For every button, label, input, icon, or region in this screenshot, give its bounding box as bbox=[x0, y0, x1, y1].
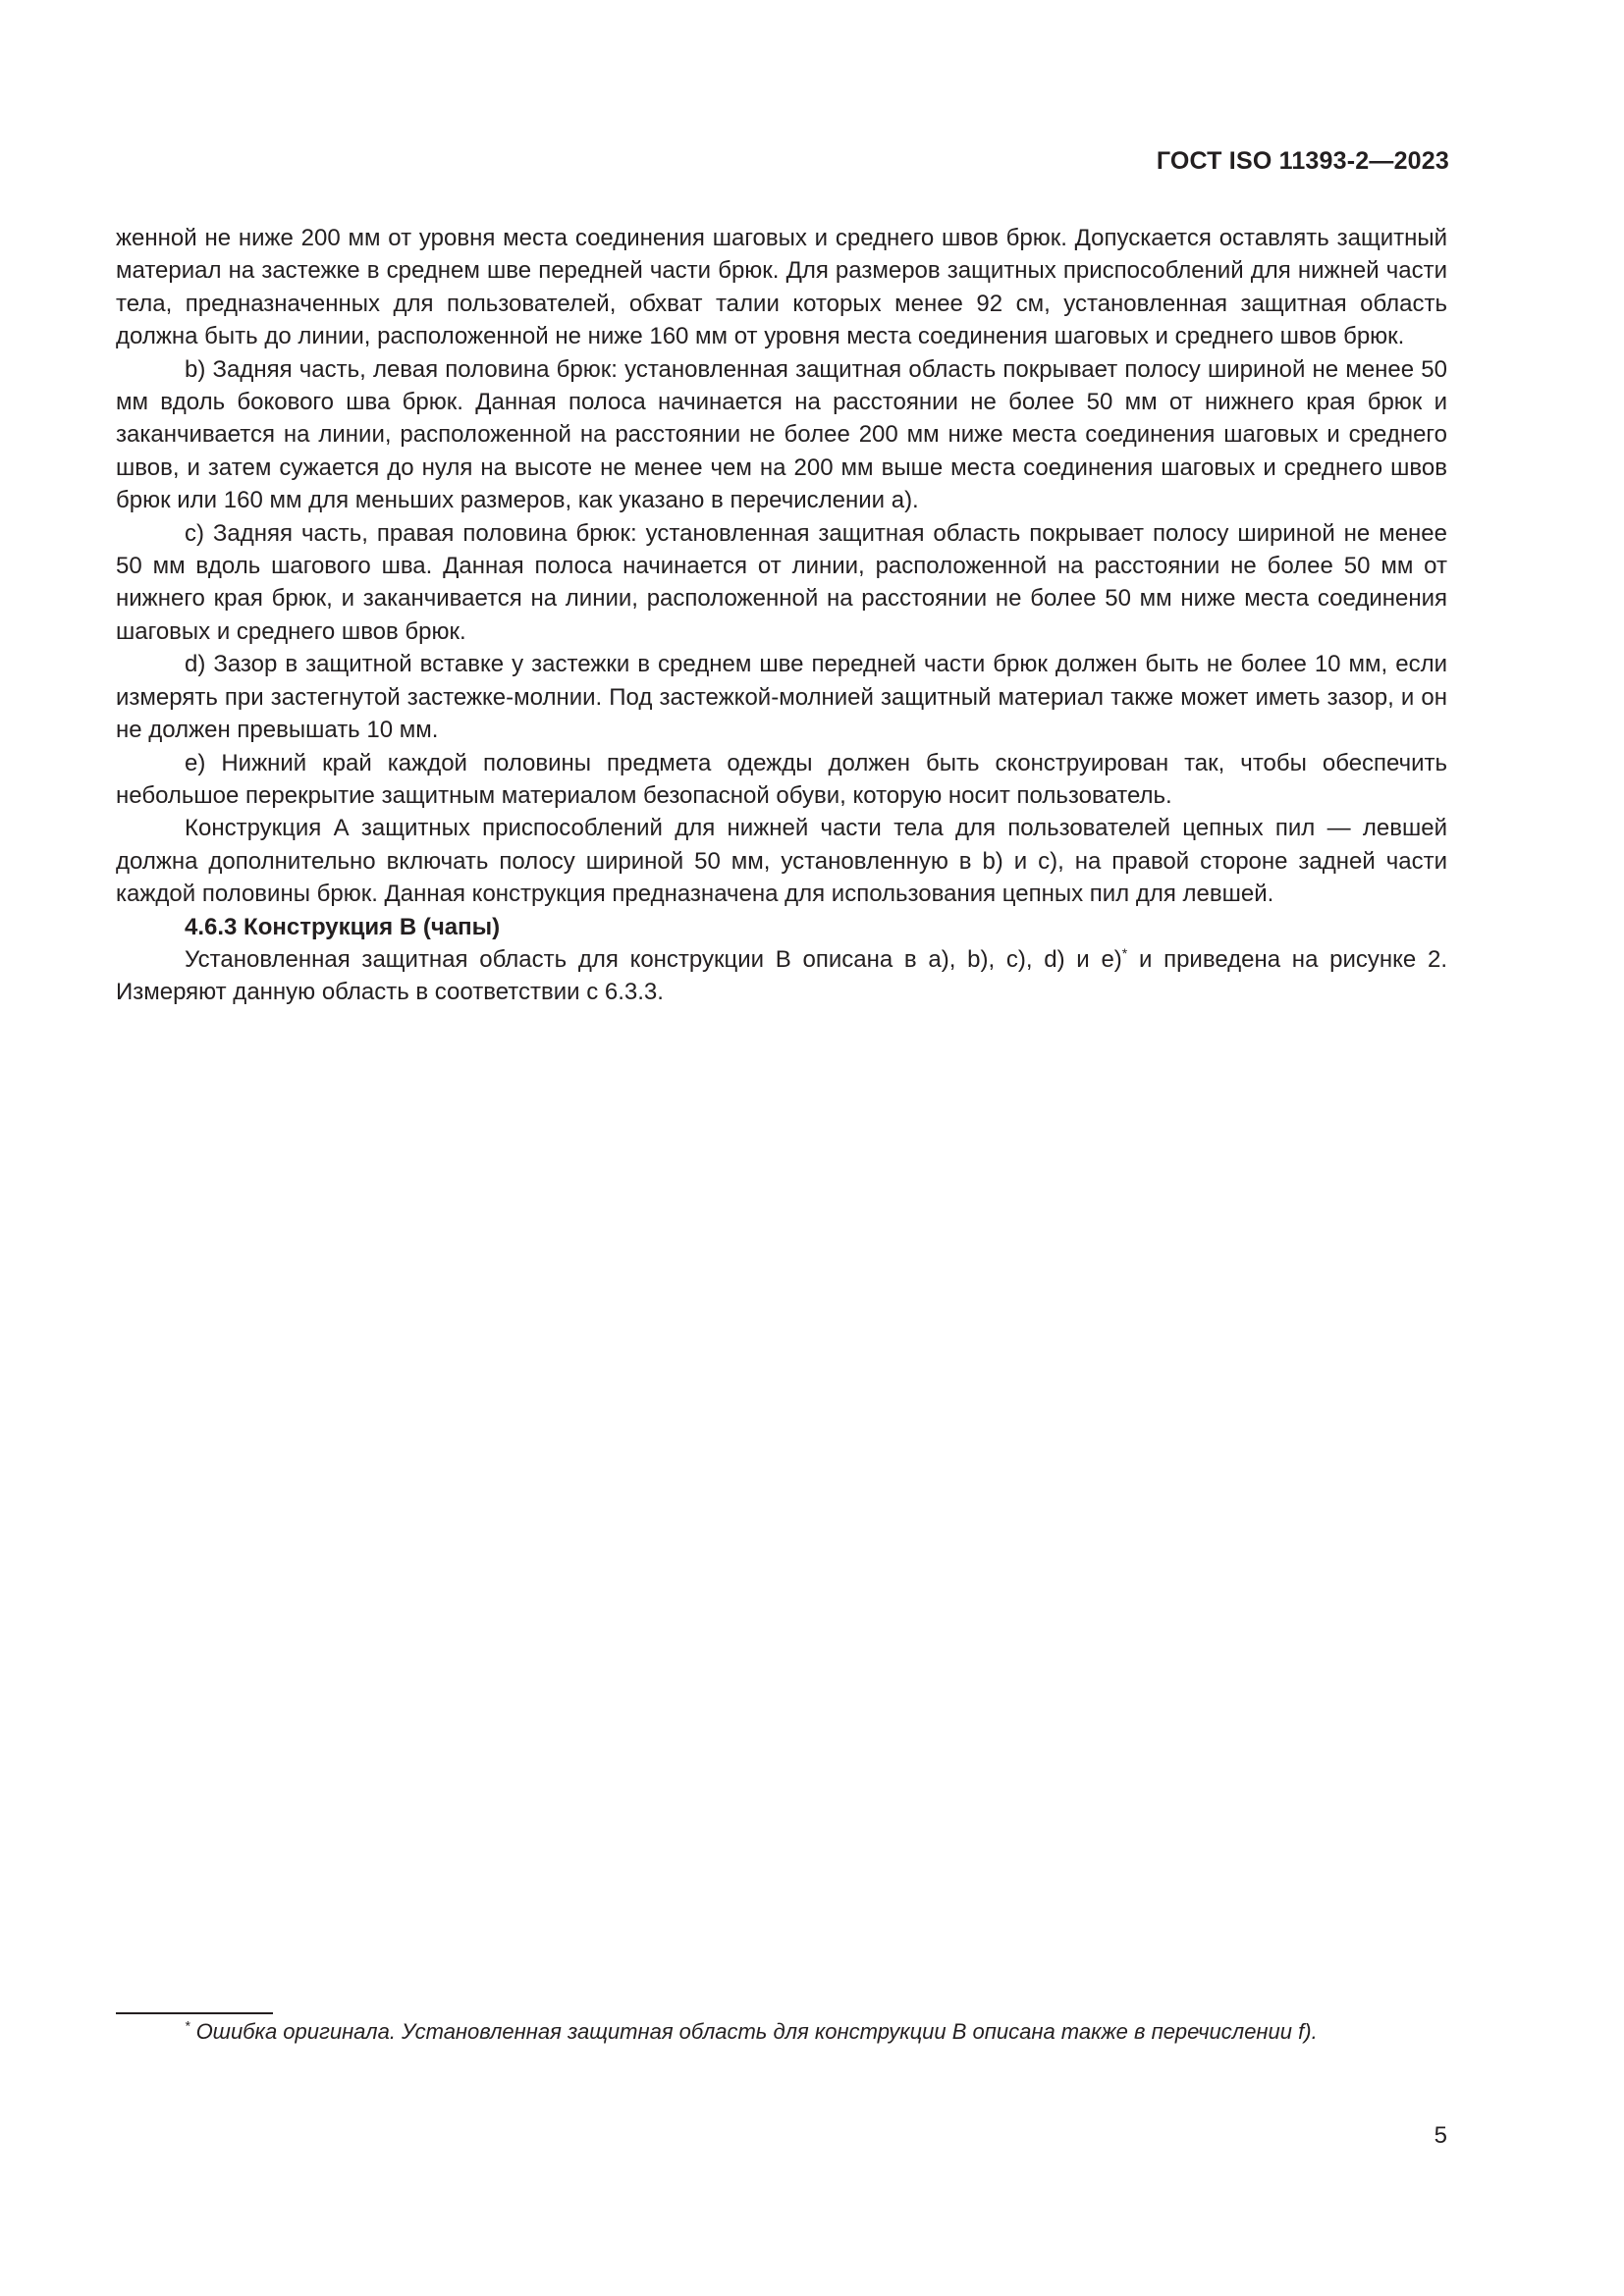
paragraph-construction-b bbox=[116, 943, 1447, 1009]
page-number: 5 bbox=[1434, 2122, 1447, 2149]
paragraph-item-b: b) Задняя часть, левая половина брюк: установленная защитная область покрывает полосу шириной не менее 50 мм вдоль бокового шва брюк. Данная полоса начинается на расстоянии не более 50 мм от нижнего края брюк и заканчивается на линии, расположенной на расстоянии не более 200 мм ниже места соединения шаговых и среднего швов, и затем сужается до нуля на высоте не менее чем на 200 мм выше места соединения шаговых и среднего швов брюк или 160 мм для меньших размеров, как указано в перечислении а). bbox=[116, 355, 1447, 514]
footnote bbox=[116, 2016, 1447, 2048]
paragraph-item-e: e) Нижний край каждой половины предмета одежды должен быть сконструирован так, чтобы обеспечить небольшое перекрытие защитным материалом безопасной обуви, которую носит пользователь. bbox=[116, 749, 1447, 809]
paragraph-item-d: d) Зазор в защитной вставке у застежки в среднем шве передней части брюк должен быть не более 10 мм, если измерять при застегнутой застежке-молнии. Под застежкой-молнией защитный материал также может иметь зазор, и он не должен превышать 10 мм. bbox=[116, 651, 1447, 744]
footnote-mark: * bbox=[185, 2017, 190, 2034]
paragraph-construction-a: Конструкция А защитных приспособлений для нижней части тела для пользователей цепных пил — левшей должна дополнительно включать полосу шириной 50 мм, установленную в b) и c), на правой стороне задней части каждой половины брюк. Данная конструкция предназначена для использования цепных пил для левшей. bbox=[116, 815, 1447, 908]
section-heading-4-6-3: 4.6.3 Конструкция В (чапы) bbox=[185, 913, 501, 940]
paragraph-item-c: c) Задняя часть, правая половина брюк: установленная защитная область покрывает полосу шириной не менее 50 мм вдоль шагового шва. Данная полоса начинается от линии, расположенной на расстоянии не более 50 мм от нижнего края брюк, и заканчивается на линии, расположенной на расстоянии не более 50 мм ниже места соединения шаговых и среднего швов брюк. bbox=[116, 519, 1447, 645]
footnote-divider bbox=[116, 2012, 273, 2014]
paragraph-continuation: женной не ниже 200 мм от уровня места соединения шаговых и среднего швов брюк. Допускается оставлять защитный материал на застежке в среднем шве передней части брюк. Для размеров защитных приспособлений для нижней части тела, предназначенных для пользователей, обхват талии которых менее 92 см, установленная защитная область должна быть до линии, расположенной не ниже 160 мм от уровня места соединения шаговых и среднего швов брюк. bbox=[116, 225, 1447, 350]
footnote-text: Ошибка оригинала. Установленная защитная область для конструкции В описана также в перечислении f). bbox=[189, 2019, 1318, 2044]
paragraph-construction-b-text-end: и приведена на рисунке 2. Измеряют данную область в соответствии с 6.3.3. bbox=[116, 945, 1447, 1006]
body-text bbox=[116, 222, 1447, 1009]
footnote-reference-mark: * bbox=[1121, 944, 1128, 961]
paragraph-construction-b-text: Установленная защитная область для конструкции В описана в а), b), c), d) и e) bbox=[185, 945, 1122, 973]
standard-id-header: ГОСТ ISO 11393-2—2023 bbox=[1156, 147, 1449, 175]
